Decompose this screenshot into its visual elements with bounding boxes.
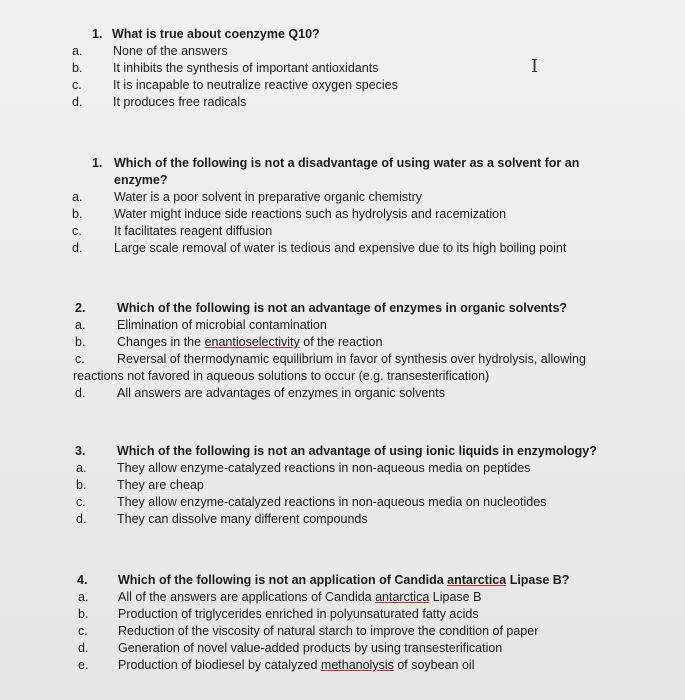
option-row <box>0 206 685 223</box>
option-letter: b. <box>72 61 83 75</box>
option-text: They allow enzyme-catalyzed reactions in non-aqueous media on nucleotides <box>117 495 547 509</box>
option-letter: c. <box>76 495 86 509</box>
option-text: None of the answers <box>113 44 228 58</box>
option-row <box>0 511 685 528</box>
option-letter: b. <box>72 207 83 221</box>
option-letter: d. <box>72 241 83 255</box>
option-letter: b. <box>75 335 86 349</box>
question-number: 4. <box>77 573 88 587</box>
question-text: Which of the following is not an advantage of enzymes in organic solvents? <box>117 301 568 315</box>
option-letter: d. <box>75 386 86 400</box>
option-row <box>0 657 685 674</box>
option-letter: a. <box>72 44 83 58</box>
option-letter: a. <box>75 318 86 332</box>
question-text: Which of the following is not a disadvantage of using water as a solvent for an <box>114 156 580 170</box>
option-row <box>0 189 685 206</box>
option-text: They can dissolve many different compounds <box>117 512 368 526</box>
option-row <box>0 223 685 240</box>
option-text: All answers are advantages of enzymes in organic solvents <box>117 386 445 400</box>
option-letter: c. <box>78 624 88 638</box>
option-text: Generation of novel value-added products by using transesterification <box>118 641 503 655</box>
option-letter: b. <box>78 607 89 621</box>
option-letter: a. <box>72 190 83 204</box>
question-block-1 <box>0 26 685 111</box>
option-row <box>0 460 685 477</box>
question-text: What is true about coenzyme Q10? <box>112 27 320 41</box>
option-text: Water might induce side reactions such as hydrolysis and racemization <box>114 207 507 221</box>
option-row <box>0 77 685 94</box>
option-letter: a. <box>76 461 87 475</box>
option-letter: d. <box>76 512 87 526</box>
question-block-2 <box>0 155 685 257</box>
option-row <box>0 640 685 657</box>
option-row <box>0 589 685 606</box>
option-text: It facilitates reagent diffusion <box>114 224 273 238</box>
option-row <box>0 240 685 257</box>
option-text: All of the answers are applications of Candida antarctica Lipase B <box>118 590 482 604</box>
option-text: Elimination of microbial contamination <box>117 318 327 332</box>
option-text-continued: reactions not favored in aqueous solutions to occur (e.g. transesterification) <box>73 369 490 383</box>
option-letter: e. <box>78 658 89 672</box>
question-number: 2. <box>75 301 86 315</box>
option-row <box>0 623 685 640</box>
question-number: 3. <box>75 444 86 458</box>
question-number: 1. <box>92 27 103 41</box>
option-text: Production of biodiesel by catalyzed methanolysis of soybean oil <box>118 658 475 672</box>
option-text: Water is a poor solvent in preparative organic chemistry <box>114 190 423 204</box>
option-letter: c. <box>72 224 82 238</box>
question-text-continued: enzyme? <box>114 173 168 187</box>
option-text: It is incapable to neutralize reactive oxygen species <box>113 78 398 92</box>
option-letter: b. <box>76 478 87 492</box>
option-letter: c. <box>75 352 85 366</box>
option-row <box>0 60 685 77</box>
option-row <box>0 477 685 494</box>
option-text: It inhibits the synthesis of important antioxidants <box>113 61 379 75</box>
option-row <box>0 317 685 334</box>
question-number: 1. <box>92 156 103 170</box>
option-text: They allow enzyme-catalyzed reactions in non-aqueous media on peptides <box>117 461 531 475</box>
question-text: Which of the following is not an application of Candida antarctica Lipase B? <box>118 573 570 587</box>
option-text: Changes in the enantioselectivity of the reaction <box>117 335 383 349</box>
option-letter: d. <box>72 95 83 109</box>
option-letter: a. <box>78 590 89 604</box>
question-block-4 <box>0 443 685 528</box>
option-text: Production of triglycerides enriched in polyunsaturated fatty acids <box>118 607 479 621</box>
option-row <box>0 606 685 623</box>
option-text: Reversal of thermodynamic equilibrium in favor of synthesis over hydrolysis, allowing <box>117 352 586 366</box>
option-letter: d. <box>78 641 89 655</box>
question-text: Which of the following is not an advantage of using ionic liquids in enzymology? <box>117 444 597 458</box>
question-block-3 <box>0 300 685 402</box>
question-block-5 <box>0 572 685 674</box>
text-cursor-icon: I <box>531 56 539 77</box>
option-row <box>0 351 685 368</box>
option-row <box>0 494 685 511</box>
option-text: It produces free radicals <box>113 95 247 109</box>
option-row <box>0 334 685 351</box>
option-text: Large scale removal of water is tedious and expensive due to its high boiling point <box>114 241 567 255</box>
option-letter: c. <box>72 78 82 92</box>
option-row <box>0 94 685 111</box>
option-row <box>0 385 685 402</box>
option-text: They are cheap <box>117 478 204 492</box>
option-row <box>0 43 685 60</box>
option-text: Reduction of the viscosity of natural starch to improve the condition of paper <box>118 624 539 638</box>
